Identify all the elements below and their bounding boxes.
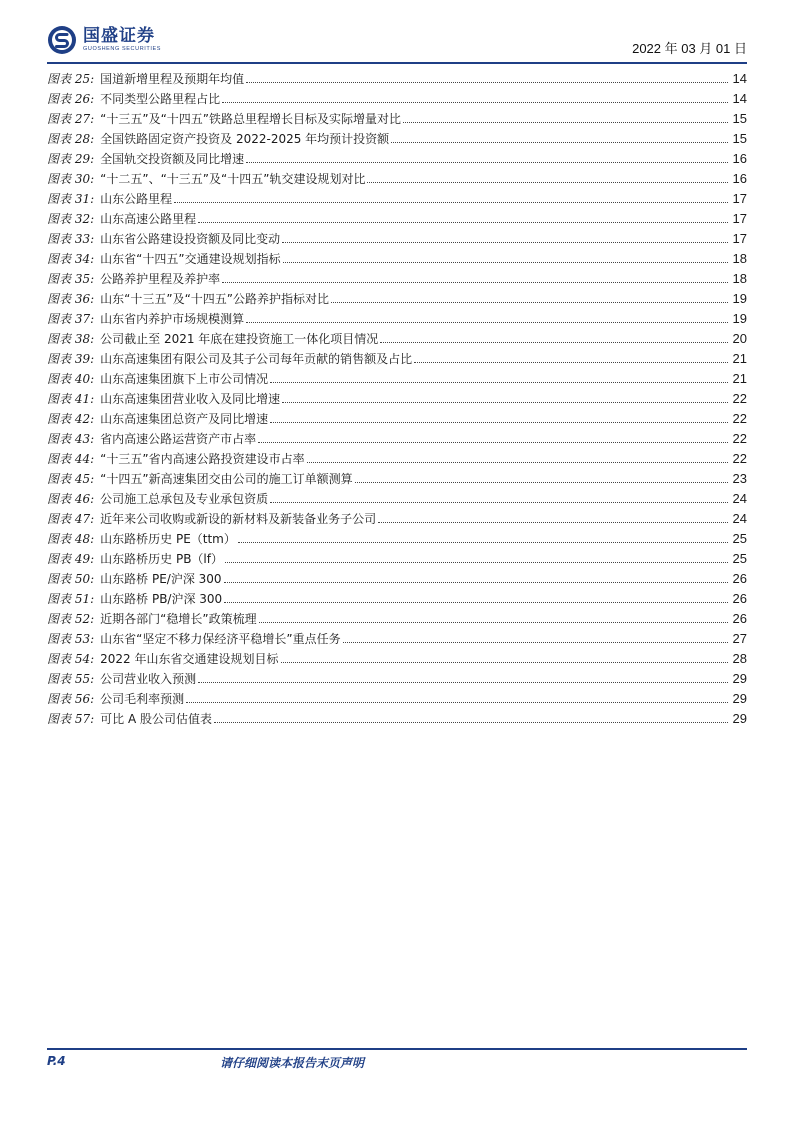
toc-entry-page: 22 <box>732 391 747 406</box>
toc-entry-number: 图表 36: <box>47 292 95 306</box>
toc-entry[interactable] <box>47 307 747 327</box>
toc-entry-number: 图表 43: <box>47 432 95 446</box>
toc-entry-page: 24 <box>732 491 747 506</box>
toc-entry-page: 18 <box>732 271 747 286</box>
toc-dot-leader <box>224 602 728 603</box>
toc-dot-leader <box>198 222 728 223</box>
toc-entry[interactable] <box>47 287 747 307</box>
toc-entry-page: 29 <box>732 711 747 726</box>
page-number: P.4 <box>47 1054 66 1068</box>
report-date: 2022 年 03 月 01 日 <box>632 41 747 56</box>
toc-entry-title: 山东路桥 PE/沪深 300 <box>100 572 222 586</box>
toc-entry-number: 图表 55: <box>47 672 95 686</box>
toc-entry-number: 图表 46: <box>47 492 95 506</box>
toc-entry-title: 山东公路里程 <box>100 192 173 206</box>
toc-entry[interactable] <box>47 667 747 687</box>
toc-dot-leader <box>281 662 729 663</box>
toc-entry-number: 图表 25: <box>47 72 95 86</box>
toc-dot-leader <box>258 442 728 443</box>
company-logo <box>47 22 161 58</box>
toc-entry-page: 20 <box>732 331 747 346</box>
toc-entry-title: 公路养护里程及养护率 <box>100 272 221 286</box>
toc-entry-page: 22 <box>732 451 747 466</box>
toc-dot-leader <box>214 722 728 723</box>
toc-entry-page: 28 <box>732 651 747 666</box>
toc-entry-page: 25 <box>732 531 747 546</box>
toc-entry[interactable] <box>47 187 747 207</box>
toc-entry-page: 16 <box>732 151 747 166</box>
toc-entry[interactable] <box>47 267 747 287</box>
toc-entry-page: 17 <box>732 211 747 226</box>
toc-entry[interactable] <box>47 647 747 667</box>
toc-entry-title: 山东省“坚定不移力保经济平稳增长”重点任务 <box>100 632 341 646</box>
toc-dot-leader <box>380 342 728 343</box>
toc-dot-leader <box>270 502 728 503</box>
toc-dot-leader <box>246 322 728 323</box>
toc-entry-page: 29 <box>732 671 747 686</box>
toc-entry-number: 图表 40: <box>47 372 95 386</box>
toc-dot-leader <box>222 282 728 283</box>
toc-entry[interactable] <box>47 247 747 267</box>
toc-dot-leader <box>367 182 728 183</box>
toc-entry-title: 国道新增里程及预期年均值 <box>100 72 245 86</box>
toc-entry[interactable] <box>47 207 747 227</box>
toc-entry-number: 图表 38: <box>47 332 95 346</box>
toc-entry-title: 山东路桥历史 PB（lf） <box>100 552 223 566</box>
toc-entry-page: 27 <box>732 631 747 646</box>
toc-entry-title: 山东路桥 PB/沪深 300 <box>100 592 223 606</box>
toc-entry[interactable] <box>47 567 747 587</box>
toc-entry[interactable] <box>47 427 747 447</box>
toc-dot-leader <box>246 82 728 83</box>
toc-entry-number: 图表 54: <box>47 652 95 666</box>
toc-entry-title: “十四五”新高速集团交由公司的施工订单额测算 <box>100 472 353 486</box>
toc-entry[interactable] <box>47 407 747 427</box>
toc-entry-page: 24 <box>732 511 747 526</box>
toc-entry-number: 图表 27: <box>47 112 95 126</box>
toc-entry-number: 图表 53: <box>47 632 95 646</box>
toc-entry-page: 22 <box>732 431 747 446</box>
toc-entry-number: 图表 52: <box>47 612 95 626</box>
logo-chinese-name: 国盛证券 <box>83 26 155 46</box>
toc-entry-number: 图表 42: <box>47 412 95 426</box>
toc-entry-title: 公司截止至 2021 年底在建投资施工一体化项目情况 <box>100 332 379 346</box>
toc-entry[interactable] <box>47 127 747 147</box>
toc-entry-title: 可比 A 股公司估值表 <box>100 712 212 726</box>
toc-entry-title: 2022 年山东省交通建设规划目标 <box>100 652 279 666</box>
toc-entry-number: 图表 29: <box>47 152 95 166</box>
toc-entry-page: 19 <box>732 291 747 306</box>
toc-entry-title: 近年来公司收购或新设的新材料及新装备业务子公司 <box>100 512 377 526</box>
toc-entry-number: 图表 41: <box>47 392 95 406</box>
toc-entry[interactable] <box>47 87 747 107</box>
toc-dot-leader <box>355 482 728 483</box>
toc-entry[interactable] <box>47 227 747 247</box>
toc-entry-number: 图表 37: <box>47 312 95 326</box>
toc-entry-page: 15 <box>732 111 747 126</box>
toc-entry-page: 16 <box>732 171 747 186</box>
toc-dot-leader <box>391 142 728 143</box>
toc-entry-title: 省内高速公路运营资产市占率 <box>100 432 257 446</box>
toc-entry-number: 图表 50: <box>47 572 95 586</box>
toc-entry-number: 图表 26: <box>47 92 95 106</box>
toc-entry-title: 山东高速公路里程 <box>100 212 197 226</box>
toc-entry-number: 图表 32: <box>47 212 95 226</box>
toc-dot-leader <box>225 562 728 563</box>
toc-entry-title: 不同类型公路里程占比 <box>100 92 221 106</box>
toc-entry-title: 近期各部门“稳增长”政策梳理 <box>100 612 257 626</box>
toc-entry-number: 图表 33: <box>47 232 95 246</box>
toc-entry-number: 图表 45: <box>47 472 95 486</box>
toc-entry-page: 26 <box>732 591 747 606</box>
toc-entry[interactable] <box>47 387 747 407</box>
toc-entry-number: 图表 30: <box>47 172 95 186</box>
toc-entry-title: “十二五”、“十三五”及“十四五”轨交建设规划对比 <box>100 172 366 186</box>
toc-entry-title: 山东“十三五”及“十四五”公路养护指标对比 <box>100 292 330 306</box>
table-of-figures <box>47 67 747 727</box>
toc-dot-leader <box>414 362 728 363</box>
toc-entry-number: 图表 31: <box>47 192 95 206</box>
toc-entry-page: 18 <box>732 251 747 266</box>
toc-entry-number: 图表 48: <box>47 532 95 546</box>
toc-entry-number: 图表 51: <box>47 592 95 606</box>
toc-entry-page: 26 <box>732 611 747 626</box>
toc-dot-leader <box>378 522 728 523</box>
toc-entry-number: 图表 47: <box>47 512 95 526</box>
toc-entry-page: 14 <box>732 71 747 86</box>
toc-entry-page: 14 <box>732 91 747 106</box>
toc-dot-leader <box>270 422 728 423</box>
toc-entry-title: 山东高速集团总资产及同比增速 <box>100 412 269 426</box>
toc-entry[interactable] <box>47 687 747 707</box>
toc-entry-page: 17 <box>732 191 747 206</box>
toc-entry-page: 17 <box>732 231 747 246</box>
toc-entry-title: 山东高速集团营业收入及同比增速 <box>100 392 281 406</box>
toc-entry[interactable] <box>47 587 747 607</box>
toc-entry-title: “十三五”省内高速公路投资建设市占率 <box>100 452 305 466</box>
toc-dot-leader <box>283 262 728 263</box>
toc-dot-leader <box>174 202 728 203</box>
toc-entry-page: 15 <box>732 131 747 146</box>
toc-entry-page: 19 <box>732 311 747 326</box>
guosheng-logo-icon <box>47 25 77 55</box>
toc-entry[interactable] <box>47 107 747 127</box>
toc-entry-title: 公司营业收入预测 <box>100 672 197 686</box>
page-header <box>47 22 747 64</box>
toc-entry-number: 图表 49: <box>47 552 95 566</box>
toc-entry[interactable] <box>47 167 747 187</box>
toc-entry[interactable] <box>47 67 747 87</box>
toc-entry-title: 山东省“十四五”交通建设规划指标 <box>100 252 281 266</box>
toc-dot-leader <box>282 242 728 243</box>
toc-entry-number: 图表 39: <box>47 352 95 366</box>
toc-dot-leader <box>331 302 728 303</box>
toc-entry-page: 21 <box>732 351 747 366</box>
toc-entry[interactable] <box>47 487 747 507</box>
toc-dot-leader <box>224 582 728 583</box>
toc-entry-number: 图表 57: <box>47 712 95 726</box>
toc-entry-page: 26 <box>732 571 747 586</box>
toc-entry-page: 22 <box>732 411 747 426</box>
toc-entry-title: 山东路桥历史 PE（ttm） <box>100 532 236 546</box>
toc-entry-title: 山东省公路建设投资额及同比变动 <box>100 232 281 246</box>
toc-entry-page: 21 <box>732 371 747 386</box>
toc-entry[interactable] <box>47 447 747 467</box>
toc-dot-leader <box>186 702 728 703</box>
toc-entry-title: 公司毛利率预测 <box>100 692 185 706</box>
toc-dot-leader <box>403 122 728 123</box>
toc-dot-leader <box>246 162 728 163</box>
toc-entry[interactable] <box>47 367 747 387</box>
toc-dot-leader <box>307 462 728 463</box>
header-divider <box>47 62 747 64</box>
toc-entry[interactable] <box>47 627 747 647</box>
toc-entry-title: 全国轨交投资额及同比增速 <box>100 152 245 166</box>
toc-dot-leader <box>282 402 728 403</box>
toc-entry[interactable] <box>47 547 747 567</box>
toc-entry-number: 图表 34: <box>47 252 95 266</box>
toc-entry-number: 图表 56: <box>47 692 95 706</box>
toc-entry[interactable] <box>47 707 747 727</box>
footer-divider <box>47 1048 747 1050</box>
toc-dot-leader <box>238 542 728 543</box>
footer-disclaimer: 请仔细阅读本报告末页声明 <box>220 1056 365 1070</box>
toc-entry-title: “十三五”及“十四五”铁路总里程增长目标及实际增量对比 <box>100 112 402 126</box>
toc-entry-number: 图表 44: <box>47 452 95 466</box>
toc-entry[interactable] <box>47 467 747 487</box>
toc-entry[interactable] <box>47 527 747 547</box>
toc-entry[interactable] <box>47 347 747 367</box>
toc-dot-leader <box>270 382 728 383</box>
toc-dot-leader <box>343 642 728 643</box>
toc-entry[interactable] <box>47 607 747 627</box>
toc-entry-number: 图表 35: <box>47 272 95 286</box>
toc-dot-leader <box>222 102 728 103</box>
toc-dot-leader <box>259 622 728 623</box>
toc-entry-title: 山东高速集团旗下上市公司情况 <box>100 372 269 386</box>
toc-entry[interactable] <box>47 327 747 347</box>
toc-entry[interactable] <box>47 507 747 527</box>
toc-entry-page: 29 <box>732 691 747 706</box>
toc-entry-title: 全国铁路固定资产投资及 2022-2025 年均预计投资额 <box>100 132 390 146</box>
toc-entry-title: 公司施工总承包及专业承包资质 <box>100 492 269 506</box>
toc-entry-number: 图表 28: <box>47 132 95 146</box>
toc-entry-page: 25 <box>732 551 747 566</box>
toc-entry-title: 山东高速集团有限公司及其子公司每年贡献的销售额及占比 <box>100 352 413 366</box>
toc-entry-title: 山东省内养护市场规模测算 <box>100 312 245 326</box>
toc-dot-leader <box>198 682 728 683</box>
logo-english-name: GUOSHENG SECURITIES <box>83 46 162 52</box>
toc-entry[interactable] <box>47 147 747 167</box>
toc-entry-page: 23 <box>732 471 747 486</box>
